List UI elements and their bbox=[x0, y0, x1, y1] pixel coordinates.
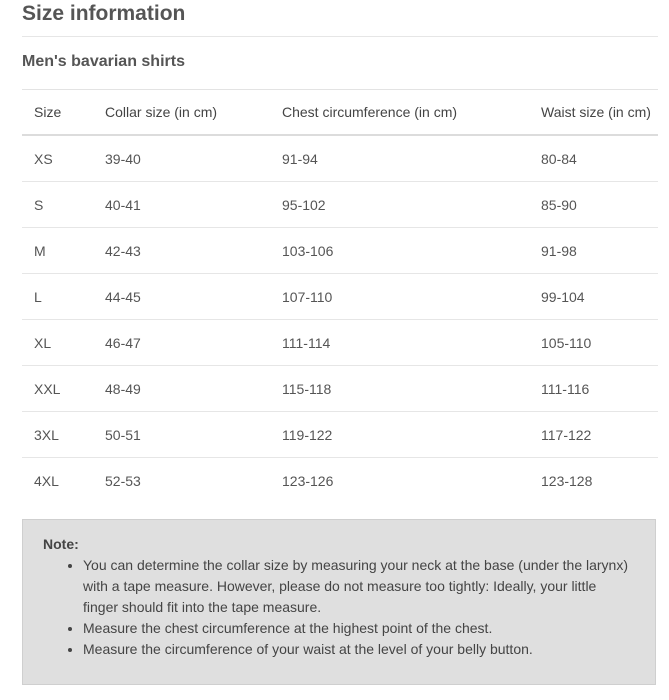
table-row bbox=[22, 320, 658, 366]
size-table bbox=[22, 89, 658, 503]
cell-size: XS bbox=[22, 135, 93, 182]
cell-chest: 95-102 bbox=[270, 182, 529, 228]
cell-waist: 123-128 bbox=[541, 472, 593, 489]
note-list bbox=[43, 555, 635, 660]
cell-waist: 80-84 bbox=[529, 135, 658, 182]
cell-collar: 42-43 bbox=[93, 228, 270, 274]
cell-size: M bbox=[22, 228, 93, 274]
cell-waist: 105-110 bbox=[529, 320, 658, 366]
header-size: Size bbox=[22, 90, 93, 136]
cell-size: S bbox=[22, 182, 93, 228]
cell-size: L bbox=[22, 274, 93, 320]
cell-chest: 107-110 bbox=[270, 274, 529, 320]
title-divider bbox=[22, 36, 658, 37]
header-chest-circumference: Chest circumference (in cm) bbox=[270, 90, 529, 136]
cell-collar: 39-40 bbox=[93, 135, 270, 182]
cell-waist: 85-90 bbox=[529, 182, 658, 228]
header-waist-size: Waist size (in cm) bbox=[529, 90, 658, 136]
cell-chest: 91-94 bbox=[270, 135, 529, 182]
cell-chest: 111-114 bbox=[270, 320, 529, 366]
page-title: Size information bbox=[22, 2, 186, 25]
cell-chest: 123-126 bbox=[282, 472, 334, 489]
cell-chest: 119-122 bbox=[270, 412, 529, 458]
note-item-chest: • Measure the chest circumference at the highest point of the chest. bbox=[83, 618, 635, 639]
header-collar-size: Collar size (in cm) bbox=[93, 90, 270, 136]
cell-size: 3XL bbox=[22, 412, 93, 458]
table-row bbox=[22, 412, 658, 458]
cell-size: XXL bbox=[22, 366, 93, 412]
cell-collar: 44-45 bbox=[93, 274, 270, 320]
note-item-collar: • You can determine the collar size by measuring your neck at the base (under the larynx) with a tape measure. However, please do not measure too tightly: Ideally, your little finger should fit into the tape measure. bbox=[83, 555, 635, 618]
cell-waist: 117-122 bbox=[529, 412, 658, 458]
table-row bbox=[22, 135, 658, 182]
cell-size: XL bbox=[22, 320, 93, 366]
cell-waist: 91-98 bbox=[529, 228, 658, 274]
cell-collar: 40-41 bbox=[93, 182, 270, 228]
note-heading: Note: bbox=[43, 536, 79, 552]
cell-waist: 111-116 bbox=[529, 366, 658, 412]
table-row bbox=[22, 228, 658, 274]
note-item-waist: • Measure the circumference of your waist at the level of your belly button. bbox=[83, 639, 635, 660]
cell-collar: 50-51 bbox=[93, 412, 270, 458]
cell-collar: 48-49 bbox=[93, 366, 270, 412]
table-row bbox=[22, 274, 658, 320]
section-title: Men's bavarian shirts bbox=[22, 53, 185, 70]
cell-waist: 99-104 bbox=[529, 274, 658, 320]
cell-chest: 103-106 bbox=[270, 228, 529, 274]
table-row bbox=[22, 366, 658, 412]
cell-collar: 46-47 bbox=[93, 320, 270, 366]
table-row bbox=[22, 458, 658, 504]
table-row bbox=[22, 182, 658, 228]
table-header-row bbox=[22, 90, 658, 136]
note-box bbox=[22, 519, 656, 685]
cell-chest: 115-118 bbox=[270, 366, 529, 412]
cell-size: 4XL bbox=[34, 472, 59, 489]
cell-collar: 52-53 bbox=[105, 472, 141, 489]
